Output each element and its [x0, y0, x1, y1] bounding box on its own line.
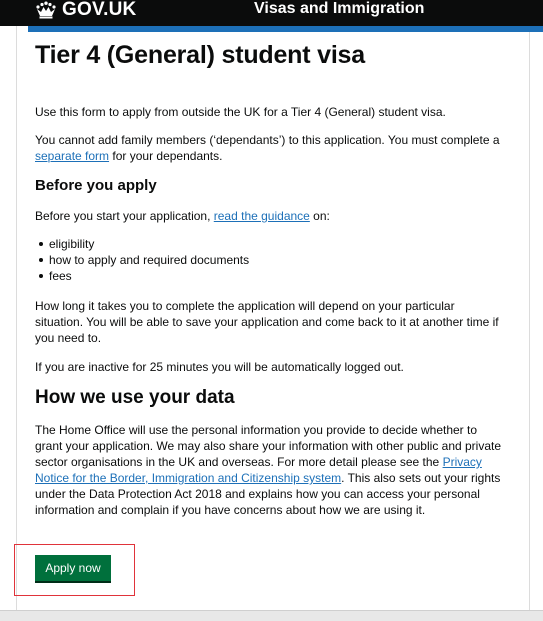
site-header	[0, 0, 543, 26]
inactive-paragraph: If you are inactive for 25 minutes you will be automatically logged out.	[35, 360, 404, 374]
page-title: Tier 4 (General) student visa	[35, 41, 365, 69]
logo-text: GOV.UK	[62, 0, 137, 20]
privacy-notice-link[interactable]: Privacy Notice for the Border, Immigration and Citizenship system	[35, 455, 482, 485]
time-paragraph: How long it takes you to complete the application will depend on your particular situation. You will be able to save your application and come back to it at another time if you need to.	[35, 299, 499, 345]
dependants-paragraph	[35, 132, 505, 164]
before-text-before: Before you start your application,	[35, 209, 214, 223]
apply-now-button[interactable]: Apply now	[35, 555, 111, 581]
crown-icon	[35, 1, 57, 19]
separate-form-link[interactable]: separate form	[35, 149, 110, 163]
list-item: fees	[49, 268, 505, 284]
read-guidance-link[interactable]: read the guidance	[213, 209, 310, 223]
list-item: how to apply and required documents	[49, 252, 505, 268]
data-text-after: . This also sets out your rights under the Data Protection Act 2018 and explains how you can access your personal information and complain if you have concerns about how we are using it.	[35, 471, 501, 517]
before-you-apply-heading: Before you apply	[35, 177, 157, 194]
data-text-before: The Home Office will use the personal information you provide to decide whether to grant your application. We may also share your information with other public and private sector organisations in the UK and overseas. For more detail please see the	[35, 423, 502, 469]
intro-paragraph: Use this form to apply from outside the UK for a Tier 4 (General) student visa.	[35, 105, 446, 119]
footer-strip	[0, 610, 543, 621]
govuk-logo[interactable]	[35, 0, 136, 20]
main-content	[35, 40, 505, 518]
service-name[interactable]: Visas and Immigration	[254, 0, 425, 17]
how-we-use-data-heading: How we use your data	[35, 387, 235, 408]
data-paragraph	[35, 422, 505, 518]
dependants-text-before: You cannot add family members (‘dependants’) to this application. You must complete a	[35, 133, 500, 147]
guidance-list	[35, 236, 505, 284]
header-accent-bar	[28, 26, 543, 32]
left-border	[16, 26, 17, 611]
before-paragraph	[35, 208, 505, 224]
before-text-after: on:	[309, 209, 330, 223]
right-border	[529, 32, 530, 611]
list-item: eligibility	[49, 236, 505, 252]
dependants-text-after: for your dependants.	[109, 149, 223, 163]
